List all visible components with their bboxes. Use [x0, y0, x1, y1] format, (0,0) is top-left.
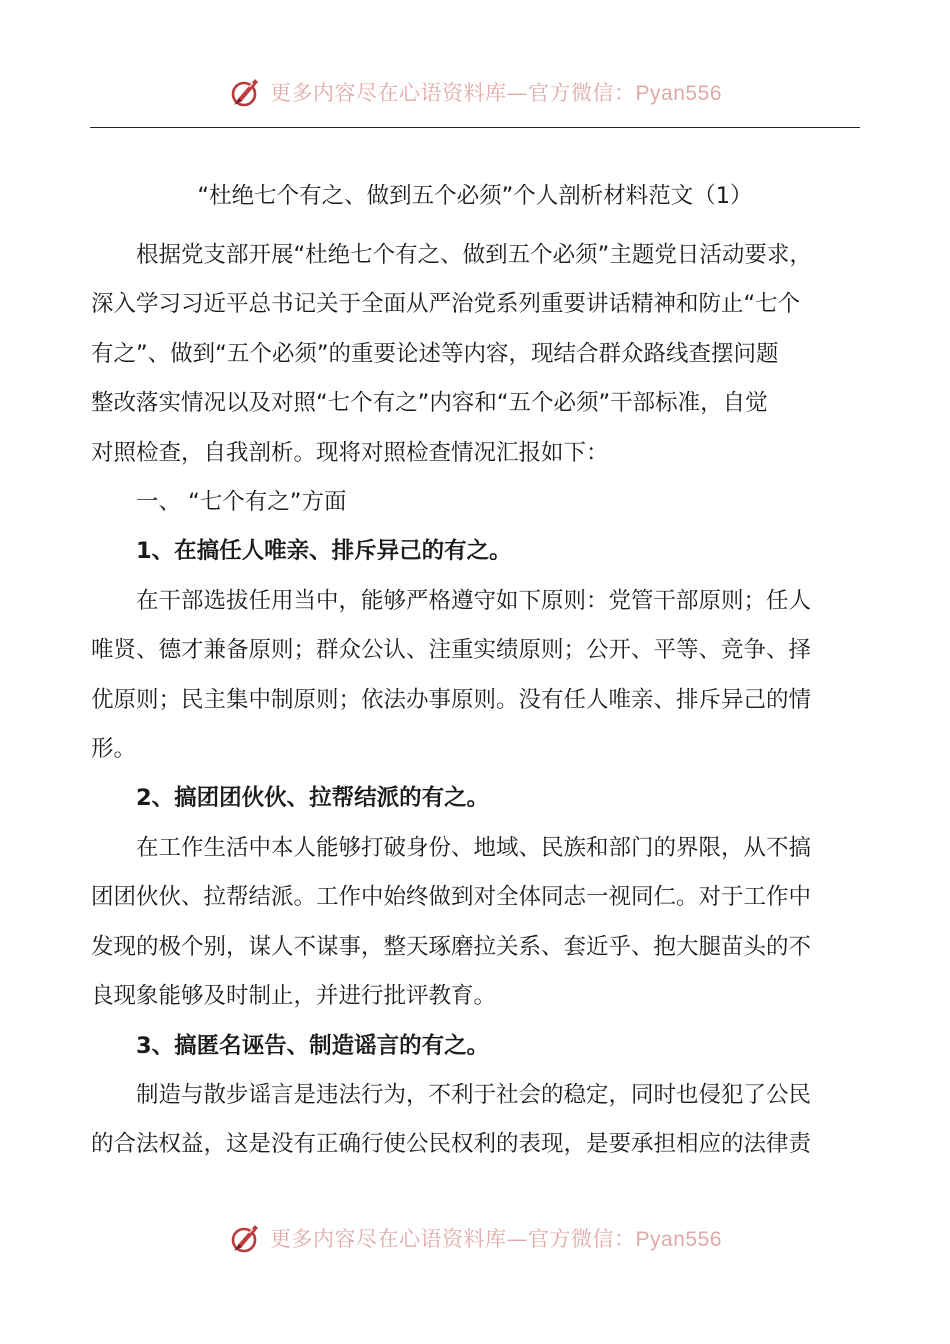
quill-logo-icon	[228, 74, 264, 110]
watermark-text: 更多内容尽在心语资料库—官方微信：Pyan556	[270, 1227, 722, 1251]
item-2-body	[91, 824, 861, 1022]
text-line: 整改落实情况以及对照“七个有之”内容和“五个必须”干部标准，自觉	[91, 390, 768, 417]
text-line: 有之”、做到“五个必须”的重要论述等内容，现结合群众路线查摆问题	[91, 340, 779, 367]
item-3-heading: 3、搞匿名诬告、制造谣言的有之。	[136, 1032, 490, 1059]
text-line: 对照检查，自我剖析。现将对照检查情况汇报如下：	[91, 439, 609, 466]
text-line: 制造与散步谣言是违法行为，不利于社会的稳定，同时也侵犯了公民	[136, 1081, 812, 1108]
item-2-heading: 2、搞团团伙伙、拉帮结派的有之。	[136, 785, 490, 812]
text-line: 形。	[91, 736, 137, 763]
item-1-body	[91, 577, 861, 775]
wechat-id: Pyan556	[635, 82, 722, 105]
document-title: “杜绝七个有之、做到五个必须”个人剖析材料范文（1）	[197, 183, 753, 209]
footer-watermark	[0, 1218, 950, 1258]
text-line: 优原则；民主集中制原则；依法办事原则。没有任人唯亲、排斥异己的情	[91, 686, 812, 713]
text-line: 良现象能够及时制止，并进行批评教育。	[91, 983, 497, 1010]
quill-logo-icon	[228, 1220, 264, 1256]
text-line: 团团伙伙、拉帮结派。工作中始终做到对全体同志一视同仁。对于工作中	[91, 884, 812, 911]
text-line: 在干部选拔任用当中，能够严格遵守如下原则：党管干部原则；任人	[136, 587, 812, 614]
text-line: 在工作生活中本人能够打破身份、地域、民族和部门的界限，从不搞	[136, 834, 812, 861]
text-line: 唯贤、德才兼备原则；群众公认、注重实绩原则；公开、平等、竞争、择	[91, 637, 812, 664]
wechat-id: Pyan556	[635, 1228, 722, 1251]
header-watermark	[0, 72, 950, 112]
text-line: 深入学习习近平总书记关于全面从严治党系列重要讲话精神和防止“七个	[91, 291, 801, 318]
document-body	[91, 231, 861, 1170]
watermark-text: 更多内容尽在心语资料库—官方微信：Pyan556	[270, 81, 722, 105]
header-divider	[90, 127, 860, 128]
text-line: 的合法权益，这是没有正确行使公民权利的表现，是要承担相应的法律责	[91, 1131, 812, 1158]
section-heading: 一、 “七个有之”方面	[136, 489, 347, 516]
text-line: 发现的极个别，谋人不谋事，整天琢磨拉关系、套近乎、抱大腿苗头的不	[91, 933, 812, 960]
text-line: 根据党支部开展“杜绝七个有之、做到五个必须”主题党日活动要求，	[136, 242, 812, 268]
intro-paragraph	[91, 231, 861, 478]
item-1-heading: 1、在搞任人唯亲、排斥异己的有之。	[136, 538, 512, 565]
item-3-body	[91, 1071, 861, 1170]
